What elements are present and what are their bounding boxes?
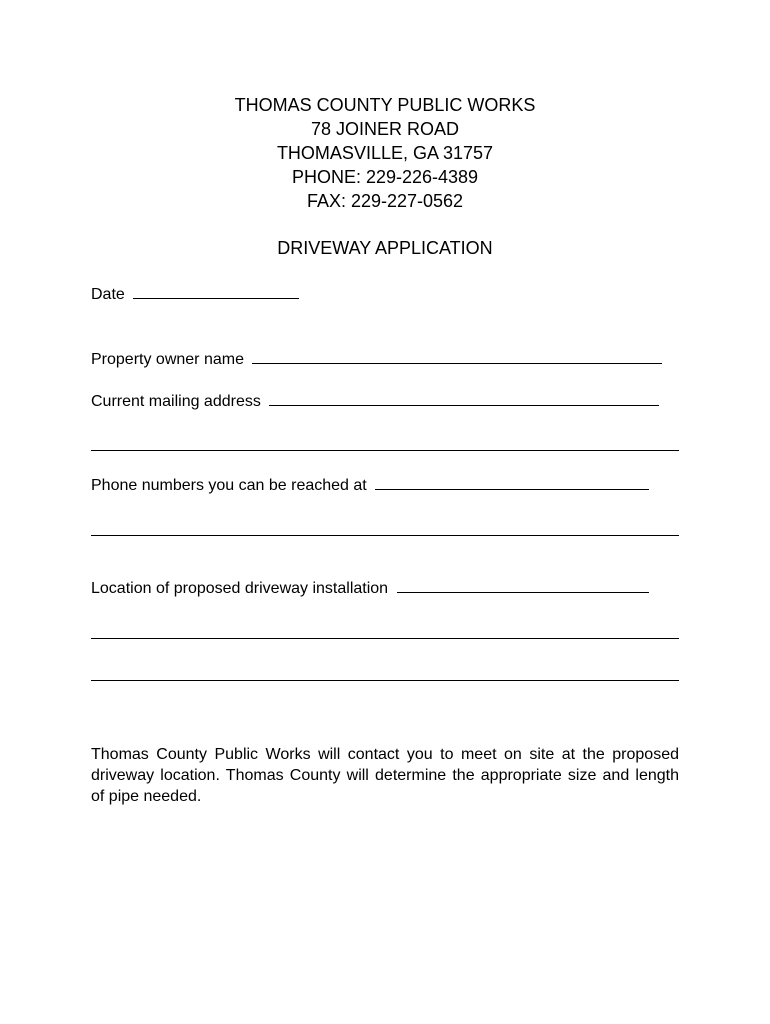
phone-number: PHONE: 229-226-4389 [291, 167, 479, 187]
date-row [91, 284, 299, 305]
date-field[interactable] [133, 284, 299, 299]
phone-line-2[interactable] [91, 535, 679, 536]
street-address: 78 JOINER ROAD [310, 119, 460, 139]
location-row [91, 578, 649, 599]
fax-number: FAX: 229-227-0562 [306, 191, 464, 211]
phone-field[interactable] [375, 475, 649, 490]
form-title: DRIVEWAY APPLICATION [277, 238, 493, 258]
mailing-address-field[interactable] [269, 391, 659, 406]
owner-name-field[interactable] [252, 349, 662, 364]
location-label: Location of proposed driveway installation [91, 580, 389, 597]
phone-row [91, 475, 649, 496]
owner-label: Property owner name [91, 351, 244, 368]
address-row [91, 391, 659, 412]
address-label: Current mailing address [91, 393, 261, 410]
location-line-3[interactable] [91, 680, 679, 681]
date-label: Date [91, 286, 125, 303]
instructions-note: Thomas County Public Works will contact you to meet on site at the proposed driveway location. Thomas County will determine the appropriate size and length of pipe needed. [91, 746, 679, 805]
org-name: THOMAS COUNTY PUBLIC WORKS [234, 95, 536, 115]
city-state-zip: THOMASVILLE, GA 31757 [276, 143, 494, 163]
owner-row [91, 349, 662, 370]
phone-label: Phone numbers you can be reached at [91, 477, 367, 494]
letterhead [0, 93, 770, 213]
location-field[interactable] [397, 578, 649, 593]
mailing-address-line-2[interactable] [91, 450, 679, 451]
location-line-2[interactable] [91, 638, 679, 639]
